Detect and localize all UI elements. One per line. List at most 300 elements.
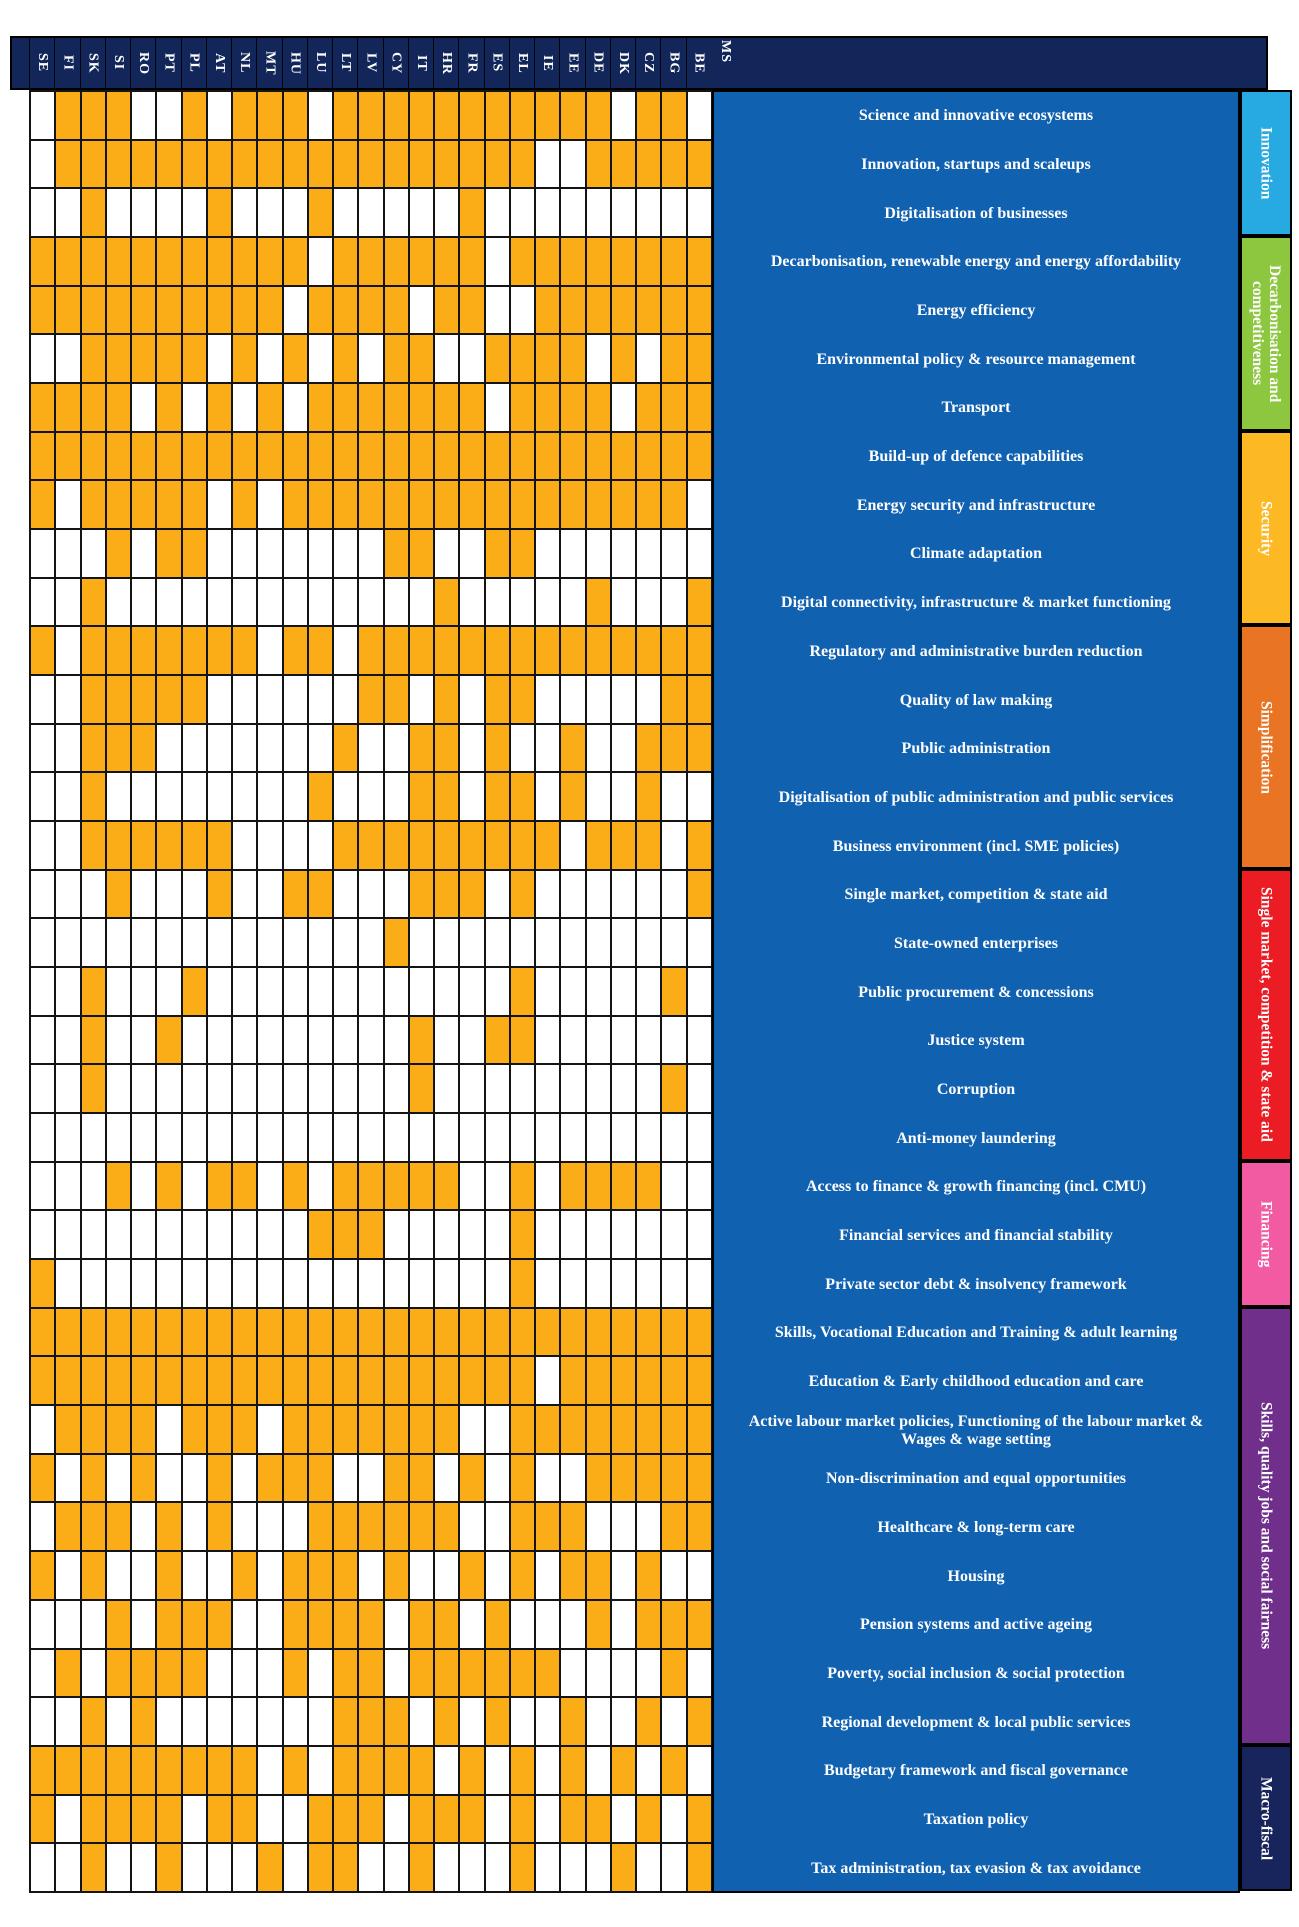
matrix-cell-dk-r35: [612, 1747, 635, 1794]
matrix-cell-sk-r8: [82, 433, 105, 480]
matrix-cell-pt-r11: [157, 579, 180, 626]
matrix-cell-dk-r21: [612, 1065, 635, 1112]
matrix-cell-ie-r14: [536, 725, 559, 772]
matrix-cell-lu-r24: [309, 1211, 332, 1258]
matrix-cell-de-r9: [587, 481, 610, 528]
matrix-cell-it-r11: [410, 579, 433, 626]
matrix-cell-bg-r36: [662, 1796, 685, 1843]
matrix-cell-be-r1: [688, 92, 711, 139]
matrix-cell-lu-r16: [309, 822, 332, 869]
matrix-cell-fi-r28: [56, 1406, 79, 1453]
matrix-cell-fi-r25: [56, 1260, 79, 1307]
matrix-cell-lt-r34: [334, 1698, 357, 1745]
matrix-cell-pt-r25: [157, 1260, 180, 1307]
matrix-cell-si-r35: [107, 1747, 130, 1794]
category-band: [1240, 869, 1292, 1161]
matrix-cell-es-r7: [486, 384, 509, 431]
column-header-lv: [357, 36, 382, 90]
ms-label-text: MS: [717, 40, 733, 63]
matrix-cell-sk-r17: [82, 871, 105, 918]
matrix-cell-se-r4: [31, 238, 54, 285]
matrix-cell-mt-r17: [258, 871, 281, 918]
matrix-cell-sk-r19: [82, 968, 105, 1015]
matrix-cell-nl-r22: [233, 1114, 256, 1161]
matrix-cell-be-r9: [688, 481, 711, 528]
matrix-cell-at-r25: [208, 1260, 231, 1307]
matrix-cell-lt-r35: [334, 1747, 357, 1794]
matrix-cell-ro-r11: [132, 579, 155, 626]
matrix-cell-cy-r1: [385, 92, 408, 139]
matrix-cell-ro-r16: [132, 822, 155, 869]
matrix-cell-cy-r27: [385, 1357, 408, 1404]
matrix-cell-el-r32: [511, 1601, 534, 1648]
matrix-cell-si-r10: [107, 530, 130, 577]
matrix-cell-cy-r17: [385, 871, 408, 918]
matrix-cell-bg-r10: [662, 530, 685, 577]
matrix-cell-cz-r34: [637, 1698, 660, 1745]
matrix-cell-dk-r27: [612, 1357, 635, 1404]
matrix-cell-de-r32: [587, 1601, 610, 1648]
matrix-cell-pl-r11: [183, 579, 206, 626]
matrix-cell-de-r37: [587, 1844, 610, 1891]
matrix-cell-ie-r25: [536, 1260, 559, 1307]
matrix-cell-mt-r32: [258, 1601, 281, 1648]
matrix-cell-ie-r17: [536, 871, 559, 918]
matrix-cell-lu-r4: [309, 238, 332, 285]
matrix-cell-ie-r12: [536, 627, 559, 674]
matrix-cell-mt-r5: [258, 287, 281, 334]
matrix-cell-de-r35: [587, 1747, 610, 1794]
matrix-cell-sk-r36: [82, 1796, 105, 1843]
matrix-cell-se-r7: [31, 384, 54, 431]
matrix-cell-it-r15: [410, 773, 433, 820]
matrix-cell-hr-r37: [435, 1844, 458, 1891]
matrix-cell-bg-r27: [662, 1357, 685, 1404]
matrix-cell-fi-r7: [56, 384, 79, 431]
matrix-cell-es-r14: [486, 725, 509, 772]
matrix-cell-hr-r3: [435, 189, 458, 236]
matrix-cell-fi-r3: [56, 189, 79, 236]
matrix-cell-ro-r20: [132, 1017, 155, 1064]
matrix-cell-bg-r32: [662, 1601, 685, 1648]
matrix-cell-ee-r20: [561, 1017, 584, 1064]
matrix-cell-hu-r10: [284, 530, 307, 577]
matrix-cell-cz-r1: [637, 92, 660, 139]
matrix-cell-cy-r35: [385, 1747, 408, 1794]
matrix-cell-cz-r13: [637, 676, 660, 723]
matrix-cell-cy-r18: [385, 919, 408, 966]
matrix-cell-nl-r17: [233, 871, 256, 918]
matrix-cell-se-r31: [31, 1552, 54, 1599]
matrix-cell-ee-r24: [561, 1211, 584, 1258]
matrix-cell-dk-r30: [612, 1503, 635, 1550]
row-label: Climate adaptation: [910, 545, 1042, 563]
matrix-cell-hu-r7: [284, 384, 307, 431]
matrix-cell-fr-r15: [460, 773, 483, 820]
matrix-cell-lt-r26: [334, 1309, 357, 1356]
matrix-cell-ee-r13: [561, 676, 584, 723]
column-header-label: FR: [464, 52, 480, 74]
row-label: Active labour market policies, Functioning of the labour market & Wages & wage setting: [748, 1412, 1204, 1448]
matrix-cell-it-r2: [410, 141, 433, 188]
matrix-cell-mt-r3: [258, 189, 281, 236]
matrix-cell-cz-r2: [637, 141, 660, 188]
matrix-cell-be-r19: [688, 968, 711, 1015]
matrix-cell-it-r16: [410, 822, 433, 869]
matrix-cell-si-r4: [107, 238, 130, 285]
matrix-cell-sk-r16: [82, 822, 105, 869]
matrix-cell-pl-r9: [183, 481, 206, 528]
matrix-cell-lv-r34: [359, 1698, 382, 1745]
column-header-label: PL: [186, 53, 202, 73]
matrix-cell-at-r17: [208, 871, 231, 918]
matrix-cell-ee-r2: [561, 141, 584, 188]
matrix-cell-mt-r7: [258, 384, 281, 431]
matrix-cell-lt-r5: [334, 287, 357, 334]
matrix-cell-nl-r34: [233, 1698, 256, 1745]
matrix-cell-lu-r19: [309, 968, 332, 1015]
row-label: Pension systems and active ageing: [860, 1616, 1092, 1634]
matrix-cell-mt-r16: [258, 822, 281, 869]
matrix-cell-pl-r30: [183, 1503, 206, 1550]
matrix-cell-lv-r35: [359, 1747, 382, 1794]
matrix-cell-hu-r32: [284, 1601, 307, 1648]
matrix-cell-dk-r37: [612, 1844, 635, 1891]
matrix-cell-mt-r25: [258, 1260, 281, 1307]
row-label: State-owned enterprises: [894, 934, 1058, 952]
matrix-cell-ie-r26: [536, 1309, 559, 1356]
matrix-cell-be-r37: [688, 1844, 711, 1891]
matrix-cell-be-r23: [688, 1163, 711, 1210]
matrix-cell-lt-r17: [334, 871, 357, 918]
ms-column-header: [717, 40, 733, 90]
matrix-cell-be-r34: [688, 1698, 711, 1745]
column-header-label: MT: [262, 50, 278, 76]
matrix-cell-nl-r26: [233, 1309, 256, 1356]
matrix-cell-lv-r20: [359, 1017, 382, 1064]
matrix-cell-it-r21: [410, 1065, 433, 1112]
matrix-cell-pl-r23: [183, 1163, 206, 1210]
matrix-cell-pl-r5: [183, 287, 206, 334]
matrix-cell-ie-r27: [536, 1357, 559, 1404]
matrix-cell-be-r16: [688, 822, 711, 869]
matrix-cell-fr-r32: [460, 1601, 483, 1648]
matrix-cell-fr-r17: [460, 871, 483, 918]
matrix-cell-ro-r7: [132, 384, 155, 431]
row-label: Build-up of defence capabilities: [868, 448, 1084, 466]
matrix-cell-sk-r23: [82, 1163, 105, 1210]
matrix-cell-de-r13: [587, 676, 610, 723]
matrix-cell-it-r22: [410, 1114, 433, 1161]
matrix-cell-se-r1: [31, 92, 54, 139]
matrix-cell-dk-r34: [612, 1698, 635, 1745]
matrix-cell-it-r30: [410, 1503, 433, 1550]
matrix-cell-si-r12: [107, 627, 130, 674]
category-label: Security: [1257, 500, 1275, 556]
matrix-cell-be-r8: [688, 433, 711, 480]
matrix-cell-cy-r3: [385, 189, 408, 236]
matrix-cell-sk-r21: [82, 1065, 105, 1112]
matrix-cell-it-r17: [410, 871, 433, 918]
matrix-cell-at-r34: [208, 1698, 231, 1745]
matrix-cell-bg-r8: [662, 433, 685, 480]
matrix-cell-be-r22: [688, 1114, 711, 1161]
matrix-cell-at-r26: [208, 1309, 231, 1356]
matrix-cell-lu-r11: [309, 579, 332, 626]
matrix-cell-fi-r27: [56, 1357, 79, 1404]
matrix-cell-si-r1: [107, 92, 130, 139]
matrix-cell-ee-r14: [561, 725, 584, 772]
matrix-cell-dk-r13: [612, 676, 635, 723]
matrix-cell-se-r20: [31, 1017, 54, 1064]
matrix-cell-se-r15: [31, 773, 54, 820]
matrix-cell-sk-r20: [82, 1017, 105, 1064]
matrix-cell-ee-r8: [561, 433, 584, 480]
matrix-cell-dk-r28: [612, 1406, 635, 1453]
column-header-bg: [660, 36, 685, 90]
matrix-cell-ro-r26: [132, 1309, 155, 1356]
matrix-cell-de-r29: [587, 1455, 610, 1502]
matrix-cell-it-r37: [410, 1844, 433, 1891]
matrix-cell-cy-r22: [385, 1114, 408, 1161]
row-label: Transport: [941, 399, 1011, 417]
matrix-cell-es-r5: [486, 287, 509, 334]
matrix-cell-hr-r11: [435, 579, 458, 626]
matrix-cell-se-r30: [31, 1503, 54, 1550]
category-label: Single market, competition & state aid: [1257, 887, 1275, 1143]
matrix-cell-dk-r9: [612, 481, 635, 528]
matrix-cell-it-r25: [410, 1260, 433, 1307]
matrix-cell-lt-r37: [334, 1844, 357, 1891]
matrix-cell-lt-r10: [334, 530, 357, 577]
matrix-cell-be-r13: [688, 676, 711, 723]
matrix-cell-at-r23: [208, 1163, 231, 1210]
matrix-cell-de-r17: [587, 871, 610, 918]
matrix-cell-ie-r6: [536, 335, 559, 382]
matrix-cell-nl-r27: [233, 1357, 256, 1404]
matrix-cell-si-r25: [107, 1260, 130, 1307]
matrix-cell-it-r19: [410, 968, 433, 1015]
matrix-cell-nl-r3: [233, 189, 256, 236]
matrix-cell-cz-r7: [637, 384, 660, 431]
column-header-dk: [610, 36, 635, 90]
matrix-cell-lt-r16: [334, 822, 357, 869]
matrix-cell-fi-r33: [56, 1650, 79, 1697]
matrix-cell-ro-r22: [132, 1114, 155, 1161]
matrix-cell-bg-r9: [662, 481, 685, 528]
matrix-cell-fr-r24: [460, 1211, 483, 1258]
matrix-cell-hu-r24: [284, 1211, 307, 1258]
matrix-cell-se-r17: [31, 871, 54, 918]
matrix-cell-fr-r1: [460, 92, 483, 139]
matrix-cell-mt-r9: [258, 481, 281, 528]
matrix-cell-ie-r33: [536, 1650, 559, 1697]
matrix-cell-it-r8: [410, 433, 433, 480]
matrix-cell-nl-r31: [233, 1552, 256, 1599]
matrix-cell-sk-r18: [82, 919, 105, 966]
matrix-cell-lu-r6: [309, 335, 332, 382]
column-header-fr: [458, 36, 483, 90]
matrix-cell-se-r12: [31, 627, 54, 674]
column-header-de: [585, 36, 610, 90]
matrix-cell-it-r23: [410, 1163, 433, 1210]
matrix-cell-it-r1: [410, 92, 433, 139]
matrix-cell-lv-r18: [359, 919, 382, 966]
matrix-cell-be-r18: [688, 919, 711, 966]
column-header-label: LT: [338, 53, 354, 73]
matrix-cell-el-r6: [511, 335, 534, 382]
matrix-cell-si-r28: [107, 1406, 130, 1453]
matrix-cell-cz-r4: [637, 238, 660, 285]
matrix-cell-hu-r30: [284, 1503, 307, 1550]
matrix-cell-ee-r30: [561, 1503, 584, 1550]
matrix-cell-bg-r20: [662, 1017, 685, 1064]
matrix-cell-cz-r14: [637, 725, 660, 772]
matrix-cell-el-r15: [511, 773, 534, 820]
matrix-cell-de-r31: [587, 1552, 610, 1599]
matrix-cell-es-r34: [486, 1698, 509, 1745]
category-band: [1240, 1161, 1292, 1307]
column-header-label: SE: [35, 53, 51, 73]
matrix-cell-pt-r1: [157, 92, 180, 139]
matrix-cell-lt-r2: [334, 141, 357, 188]
matrix-cell-sk-r30: [82, 1503, 105, 1550]
matrix-cell-de-r5: [587, 287, 610, 334]
matrix-cell-ee-r16: [561, 822, 584, 869]
matrix-cell-hr-r12: [435, 627, 458, 674]
matrix-cell-be-r28: [688, 1406, 711, 1453]
matrix-cell-el-r33: [511, 1650, 534, 1697]
matrix-cell-hr-r10: [435, 530, 458, 577]
matrix-cell-nl-r14: [233, 725, 256, 772]
matrix-cell-hr-r21: [435, 1065, 458, 1112]
row-label: Justice system: [927, 1032, 1025, 1050]
matrix-cell-nl-r18: [233, 919, 256, 966]
matrix-cell-lt-r12: [334, 627, 357, 674]
category-band: [1240, 90, 1292, 236]
matrix-cell-lt-r24: [334, 1211, 357, 1258]
matrix-cell-fi-r4: [56, 238, 79, 285]
matrix-cell-at-r37: [208, 1844, 231, 1891]
matrix-cell-es-r10: [486, 530, 509, 577]
matrix-cell-at-r6: [208, 335, 231, 382]
matrix-cell-hu-r13: [284, 676, 307, 723]
matrix-cell-hu-r31: [284, 1552, 307, 1599]
matrix-cell-ee-r35: [561, 1747, 584, 1794]
matrix-cell-lu-r22: [309, 1114, 332, 1161]
matrix-cell-fi-r32: [56, 1601, 79, 1648]
matrix-cell-pt-r21: [157, 1065, 180, 1112]
matrix-cell-pt-r26: [157, 1309, 180, 1356]
matrix-cell-fi-r23: [56, 1163, 79, 1210]
matrix-cell-hu-r26: [284, 1309, 307, 1356]
matrix-cell-it-r9: [410, 481, 433, 528]
matrix-cell-at-r20: [208, 1017, 231, 1064]
matrix-cell-cz-r6: [637, 335, 660, 382]
matrix-cell-pl-r2: [183, 141, 206, 188]
matrix-cell-lv-r3: [359, 189, 382, 236]
column-header-label: SK: [85, 52, 101, 74]
matrix-cell-fr-r21: [460, 1065, 483, 1112]
matrix-cell-ie-r30: [536, 1503, 559, 1550]
matrix-cell-fi-r30: [56, 1503, 79, 1550]
matrix-cell-be-r21: [688, 1065, 711, 1112]
matrix-cell-nl-r16: [233, 822, 256, 869]
matrix-cell-mt-r20: [258, 1017, 281, 1064]
matrix-cell-el-r27: [511, 1357, 534, 1404]
matrix-cell-pt-r3: [157, 189, 180, 236]
matrix-cell-pt-r10: [157, 530, 180, 577]
matrix-cell-bg-r12: [662, 627, 685, 674]
matrix-cell-ro-r8: [132, 433, 155, 480]
column-header-label: DE: [590, 52, 606, 74]
matrix-cell-ee-r3: [561, 189, 584, 236]
matrix-cell-hu-r11: [284, 579, 307, 626]
matrix-cell-lt-r7: [334, 384, 357, 431]
matrix-cell-es-r25: [486, 1260, 509, 1307]
matrix-cell-lv-r31: [359, 1552, 382, 1599]
matrix-cell-be-r29: [688, 1455, 711, 1502]
row-label: Regulatory and administrative burden reduction: [809, 642, 1143, 660]
matrix-cell-es-r2: [486, 141, 509, 188]
matrix-cell-cz-r18: [637, 919, 660, 966]
matrix-cell-be-r33: [688, 1650, 711, 1697]
matrix-cell-lv-r26: [359, 1309, 382, 1356]
row-label-panel: [712, 90, 1240, 1893]
matrix-cell-de-r16: [587, 822, 610, 869]
matrix-cell-cy-r12: [385, 627, 408, 674]
matrix-cell-fr-r37: [460, 1844, 483, 1891]
category-color-column: [1240, 90, 1292, 1893]
column-header-el: [509, 36, 534, 90]
matrix-cell-cz-r28: [637, 1406, 660, 1453]
matrix-cell-lv-r29: [359, 1455, 382, 1502]
matrix-cell-cy-r19: [385, 968, 408, 1015]
row-label: Non-discrimination and equal opportunities: [825, 1470, 1127, 1488]
matrix-cell-fi-r17: [56, 871, 79, 918]
matrix-cell-es-r13: [486, 676, 509, 723]
matrix-cell-pl-r18: [183, 919, 206, 966]
matrix-cell-hr-r9: [435, 481, 458, 528]
matrix-cell-mt-r12: [258, 627, 281, 674]
category-band: [1240, 236, 1292, 431]
row-label: Regional development & local public services: [821, 1713, 1131, 1731]
column-header-label: NL: [237, 52, 253, 74]
matrix-cell-mt-r29: [258, 1455, 281, 1502]
matrix-cell-lt-r18: [334, 919, 357, 966]
matrix-cell-lu-r2: [309, 141, 332, 188]
matrix-cell-mt-r21: [258, 1065, 281, 1112]
matrix-cell-pl-r24: [183, 1211, 206, 1258]
matrix-cell-cz-r27: [637, 1357, 660, 1404]
matrix-cell-se-r23: [31, 1163, 54, 1210]
matrix-cell-it-r31: [410, 1552, 433, 1599]
matrix-cell-hu-r36: [284, 1796, 307, 1843]
matrix-cell-pl-r12: [183, 627, 206, 674]
matrix-cell-si-r2: [107, 141, 130, 188]
column-header-label: PT: [161, 53, 177, 73]
matrix-cell-hr-r19: [435, 968, 458, 1015]
matrix-cell-cz-r10: [637, 530, 660, 577]
matrix-cell-at-r35: [208, 1747, 231, 1794]
matrix-cell-ie-r16: [536, 822, 559, 869]
matrix-cell-bg-r14: [662, 725, 685, 772]
matrix-cell-sk-r14: [82, 725, 105, 772]
matrix-cell-nl-r21: [233, 1065, 256, 1112]
matrix-cell-es-r11: [486, 579, 509, 626]
column-header-label: DK: [615, 51, 631, 75]
matrix-cell-hu-r18: [284, 919, 307, 966]
